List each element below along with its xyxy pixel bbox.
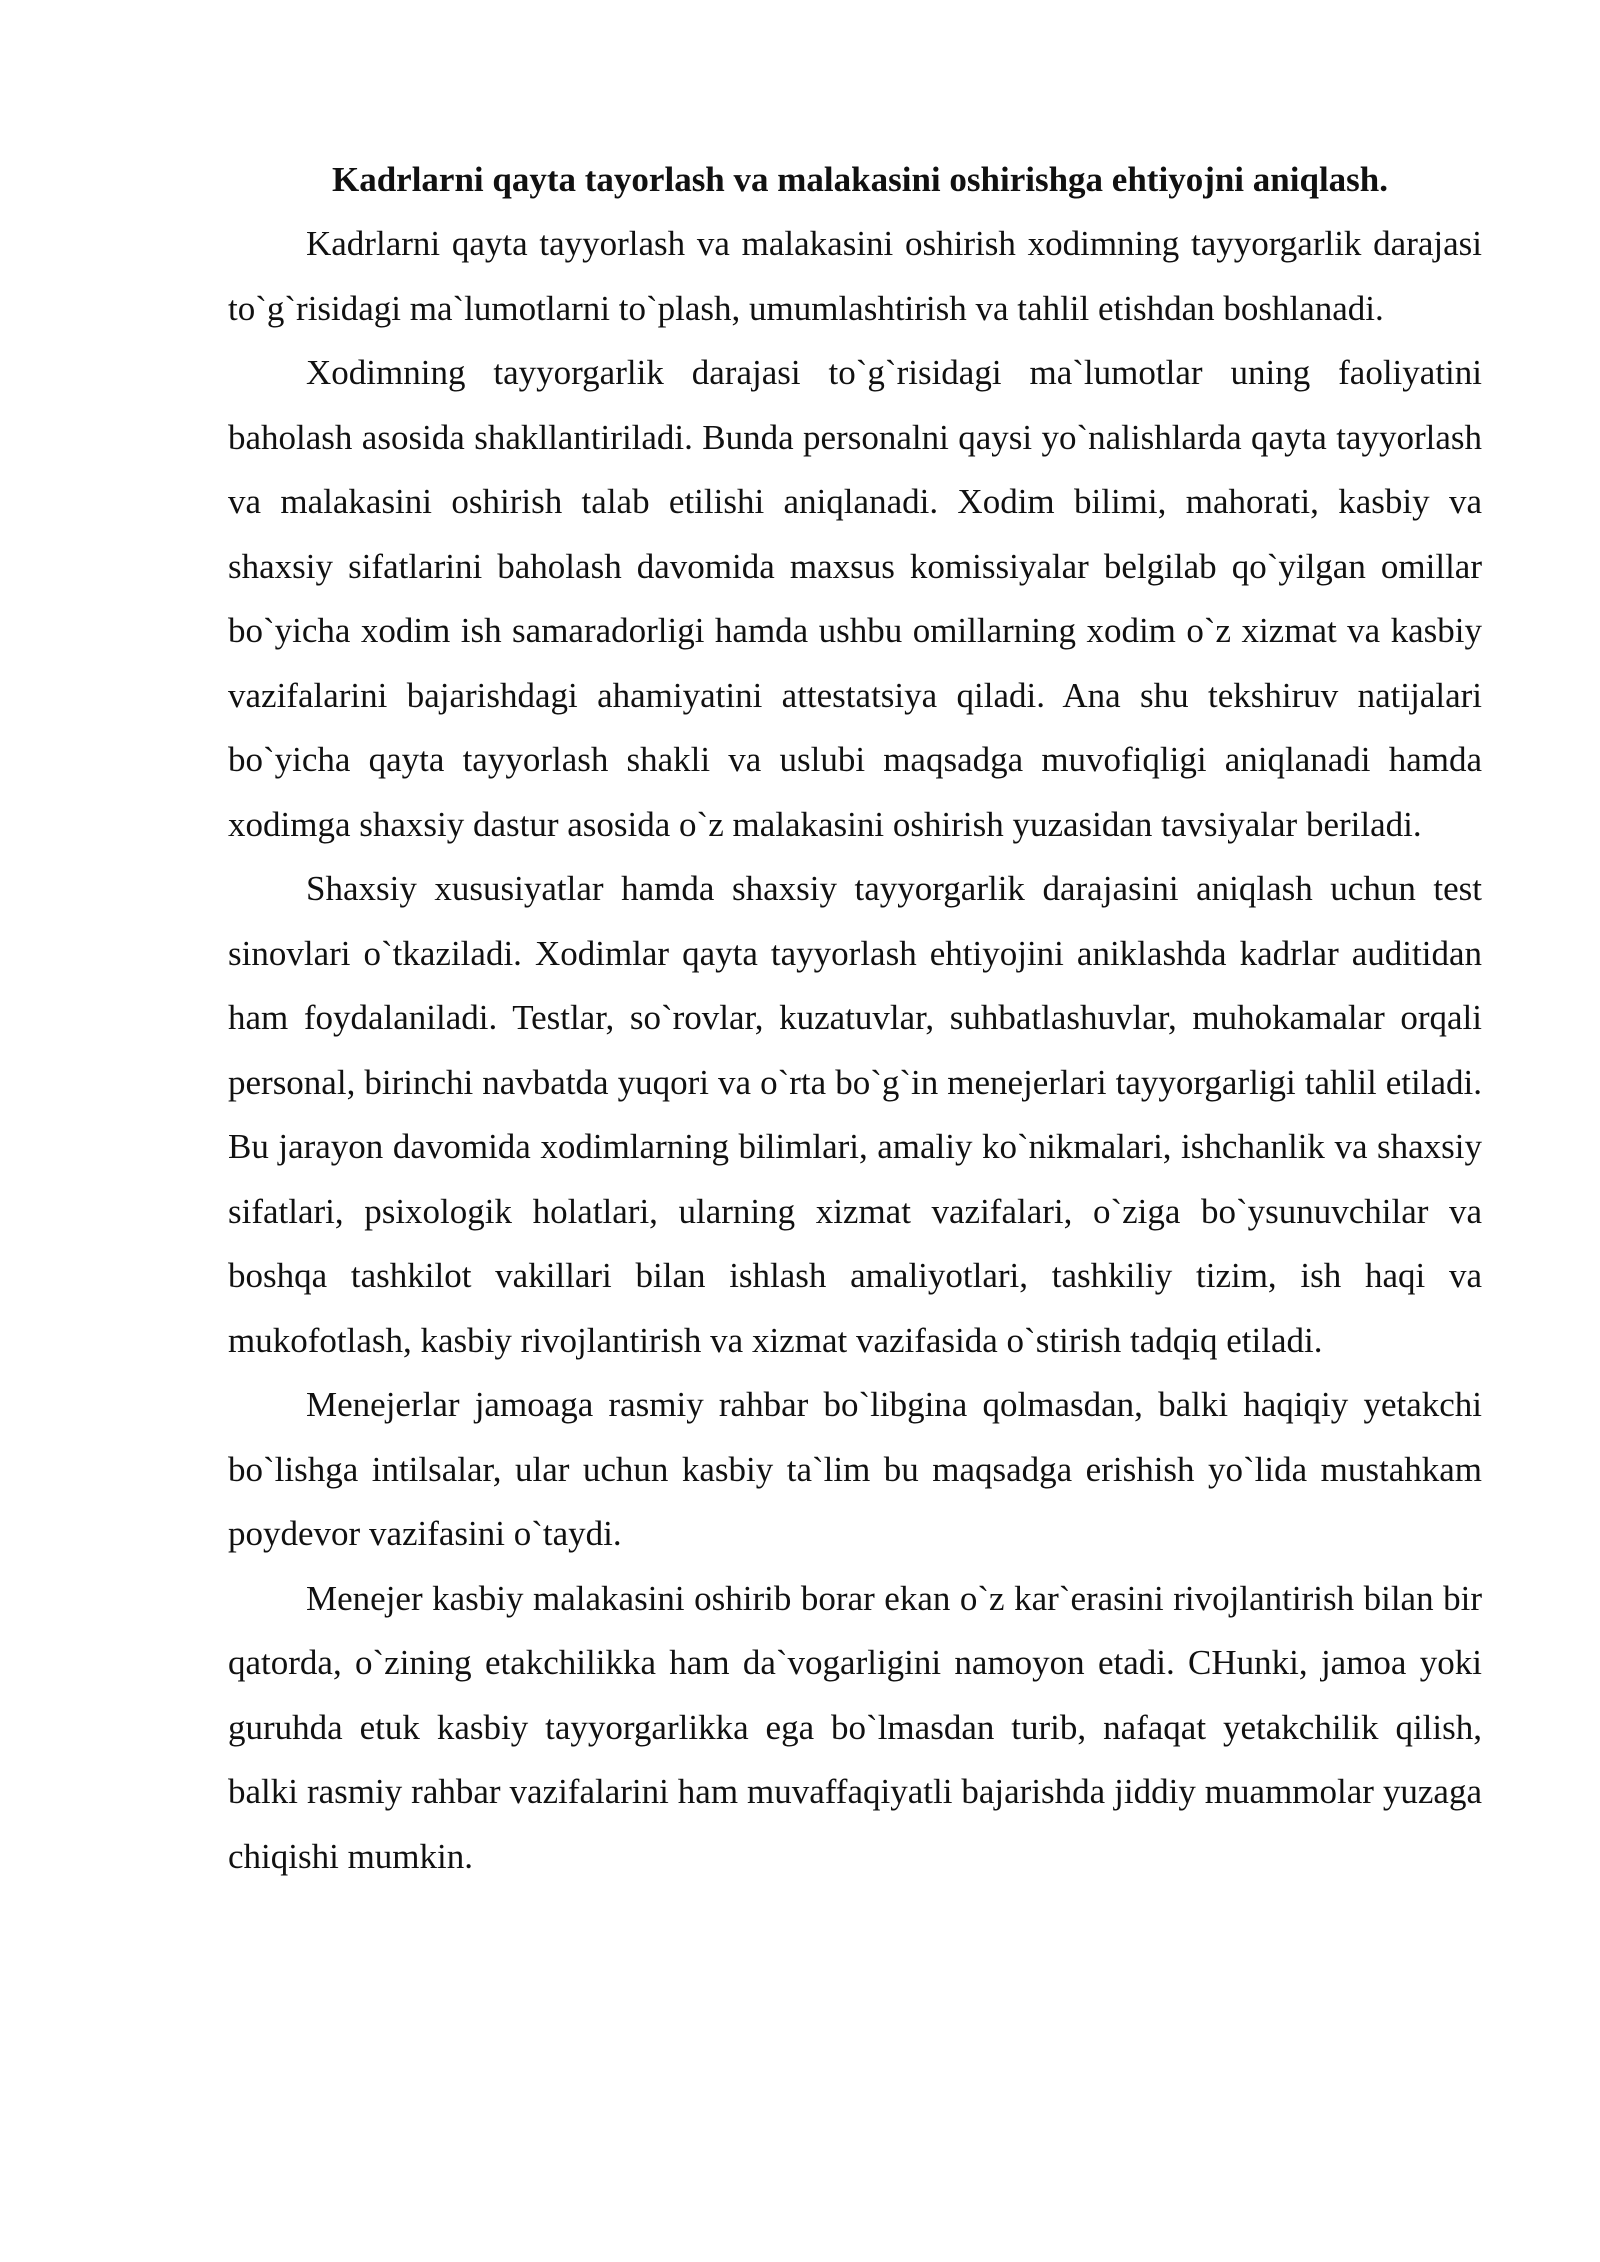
paragraph-2: Xodimning tayyorgarlik darajasi to`g`risidagi ma`lumotlar uning faoliyatini baholash asosida shakllantiriladi. Bunda personalni qaysi yo`nalishlarda qayta tayyorlash va malakasini oshirish talab etilishi aniqlanadi. Xodim bilimi, mahorati, kasbiy va shaxsiy sifatlarini baholash davomida maxsus komissiyalar belgilab qo`yilgan omillar bo`yicha xodim ish samaradorligi hamda ushbu omillarning xodim o`z xizmat va kasbiy vazifalarini bajarishdagi ahamiyatini attestatsiya qiladi. Ana shu tekshiruv natijalari bo`yicha qayta tayyorlash shakli va uslubi maqsadga muvofiqligi aniqlanadi hamda xodimga shaxsiy dastur asosida o`z malakasini oshirish yuzasidan tavsiyalar beriladi.: [228, 353, 1482, 844]
paragraph-5: Menejer kasbiy malakasini oshirib borar ekan o`z kar`erasini rivojlantirish bilan bir qatorda, o`zining etakchilikka ham da`vogarligini namoyon etadi. CHunki, jamoa yoki guruhda etuk kasbiy tayyorgarlikka ega bo`lmasdan turib, nafaqat yetakchilik qilish, balki rasmiy rahbar vazifalarini ham muvaffaqiyatli bajarishda jiddiy muammolar yuzaga chiqishi mumkin.: [228, 1578, 1482, 1876]
paragraph-3: Shaxsiy xususiyatlar hamda shaxsiy tayyorgarlik darajasini aniqlash uchun test sinovlari o`tkaziladi. Xodimlar qayta tayyorlash ehtiyojini aniklashda kadrlar auditidan ham foydalaniladi. Testlar, so`rovlar, kuzatuvlar, suhbatlashuvlar, muhokamalar orqali personal, birinchi navbatda yuqori va o`rta bo`g`in menejerlari tayyorgarligi tahlil etiladi. Bu jarayon davomida xodimlarning bilimlari, amaliy ko`nikmalari, ishchanlik va shaxsiy sifatlari, psixologik holatlari, ularning xizmat vazifalari, o`ziga bo`ysunuvchilar va boshqa tashkilot vakillari bilan ishlash amaliyotlari, tashkiliy tizim, ish haqi va mukofotlash, kasbiy rivojlantirish va xizmat vazifasida o`stirish tadqiq etiladi.: [228, 869, 1482, 1360]
document-body: [228, 148, 1482, 1889]
document-title: Kadrlarni qayta tayorlash va malakasini oshirishga ehtiyojni aniqlash.: [331, 160, 1388, 199]
paragraph-4: Menejerlar jamoaga rasmiy rahbar bo`libgina qolmasdan, balki haqiqiy yetakchi bo`lishga intilsalar, ular uchun kasbiy ta`lim bu maqsadga erishish yo`lida mustahkam poydevor vazifasini o`taydi.: [228, 1385, 1482, 1553]
paragraph-1: Kadrlarni qayta tayyorlash va malakasini oshirish xodimning tayyorgarlik darajasi to`g`risidagi ma`lumotlarni to`plash, umumlashtirish va tahlil etishdan boshlanadi.: [228, 224, 1482, 328]
